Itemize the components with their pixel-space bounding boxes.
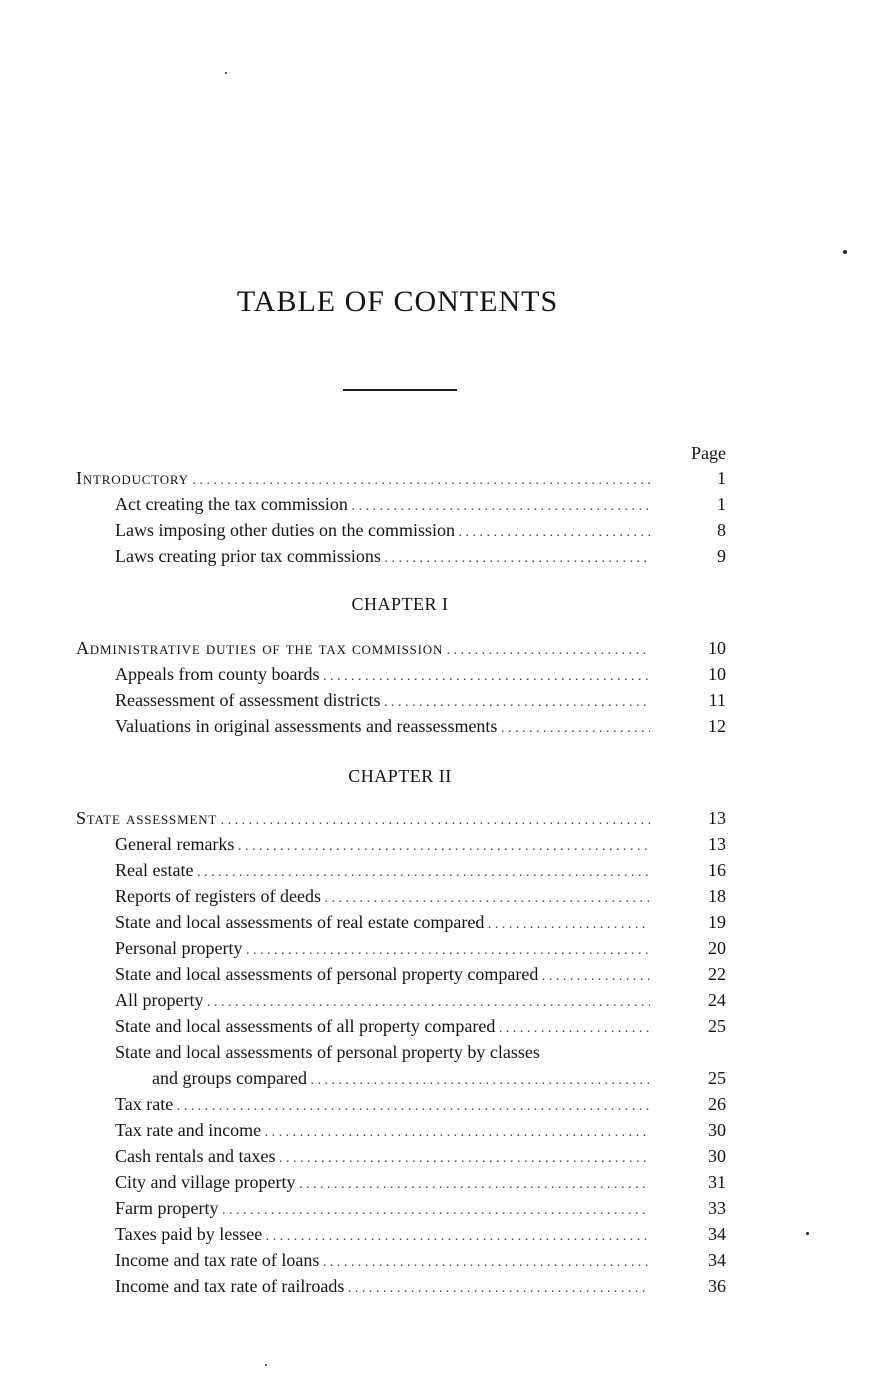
print-speck [265,1364,267,1366]
toc-entry-page-number: 34 [708,1224,726,1244]
toc-entry [0,962,887,986]
toc-entry-title: Reassessment of assessment districts . . . [115,688,650,715]
toc-entry-page-number: 25 [708,1068,726,1088]
toc-entry [0,858,887,882]
toc-entry [0,936,887,960]
toc-entry [0,1144,887,1168]
toc-entry-title: and groups compared . . . [152,1066,650,1093]
toc-entry-page-number: 11 [708,690,726,710]
toc-entry-title: Administrative duties of the tax commission . . . [76,636,650,663]
print-speck [843,250,847,254]
toc-entry-title: Tax rate . . . [115,1092,650,1119]
toc-entry-page-number: 26 [708,1094,726,1114]
toc-entry-title: Taxes paid by lessee . . . [115,1222,650,1249]
toc-entry [0,714,887,738]
toc-entry [0,1066,887,1090]
toc-entry-title: Income and tax rate of loans . . . [115,1248,650,1275]
toc-entry-title: State and local assessments of personal property compared . . . [115,962,650,989]
toc-entry-title: City and village property . . . [115,1170,650,1197]
toc-entry [0,988,887,1012]
toc-entry-title: Reports of registers of deeds . . . [115,884,650,911]
toc-entry-title: State assessment . . . [76,806,650,833]
toc-entry [0,832,887,856]
toc-entry [0,1040,887,1064]
toc-entry [0,518,887,542]
toc-entry [0,688,887,712]
page-title: TABLE OF CONTENTS [236,285,559,318]
toc-entry-page-number: 13 [708,808,726,828]
toc-entry-title: All property . . . [115,988,650,1015]
toc-entry-page-number: 10 [708,638,726,658]
toc-entry [0,806,887,830]
toc-entry-page-number: 13 [708,834,726,854]
toc-entry-page-number: 18 [708,886,726,906]
toc-entry [0,1248,887,1272]
toc-entry-title: Real estate . . . [115,858,650,885]
toc-entry-title: State and local assessments of all property compared . . . [115,1014,650,1041]
toc-entry-page-number: 30 [708,1146,726,1166]
toc-entry [0,1118,887,1142]
toc-entry [0,1222,887,1246]
toc-entry [0,1092,887,1116]
toc-entry-title: Laws creating prior tax commissions . . . [115,544,650,571]
toc-entry-page-number: 31 [708,1172,726,1192]
toc-entry-page-number: 25 [708,1016,726,1036]
toc-entry [0,1274,887,1298]
toc-entry-title: Appeals from county boards . . . [115,662,650,689]
toc-entry-page-number: 8 [717,520,726,540]
chapter-heading-1: CHAPTER I [351,594,449,614]
toc-entry-page-number: 19 [708,912,726,932]
toc-entry-page-number: 36 [708,1276,726,1296]
toc-entry [0,466,887,490]
toc-entry-title: Farm property . . . [115,1196,650,1223]
toc-entry-page-number: 1 [717,494,726,514]
toc-entry-title: Cash rentals and taxes . . . [115,1144,650,1171]
toc-entry [0,1170,887,1194]
toc-entry-title: Introductory . . . [76,466,650,493]
toc-entry-title: Laws imposing other duties on the commission . . . [115,518,650,545]
toc-entry-title: Act creating the tax commission . . . [115,492,650,519]
toc-entry-page-number: 20 [708,938,726,958]
toc-entry-page-number: 9 [717,546,726,566]
chapter-heading-2: CHAPTER II [348,766,452,786]
toc-entry-page-number: 16 [708,860,726,880]
toc-entry [0,662,887,686]
print-speck [806,1232,809,1235]
toc-entry-title: Valuations in original assessments and reassessments . . . [115,714,650,741]
toc-entry [0,1014,887,1038]
toc-entry-title: Income and tax rate of railroads . . . [115,1274,650,1301]
toc-entry-title: Personal property . . . [115,936,650,963]
toc-entry-page-number: 24 [708,990,726,1010]
toc-entry-page-number: 12 [708,716,726,736]
toc-entry-title: State and local assessments of personal property by classes [115,1042,540,1062]
toc-entry-page-number: 10 [708,664,726,684]
toc-entry-page-number: 34 [708,1250,726,1270]
toc-entry [0,884,887,908]
toc-entry-title: State and local assessments of real estate compared . . . [115,910,650,937]
toc-entry-title: Tax rate and income . . . [115,1118,650,1145]
toc-entry-title: General remarks . . . [115,832,650,859]
toc-entry [0,544,887,568]
toc-entry [0,636,887,660]
toc-entry-page-number: 33 [708,1198,726,1218]
toc-entry [0,492,887,516]
print-speck [225,72,227,74]
toc-entry-page-number: 1 [717,468,726,488]
page-column-label: Page [691,443,726,463]
toc-entry-page-number: 22 [708,964,726,984]
toc-entry-page-number: 30 [708,1120,726,1140]
toc-entry [0,1196,887,1220]
toc-entry [0,910,887,934]
